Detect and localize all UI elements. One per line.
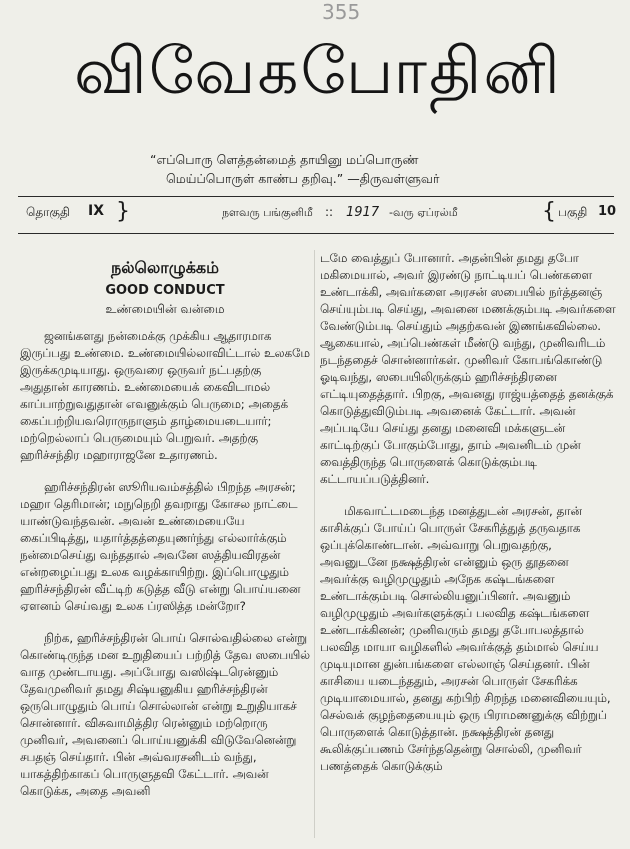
issue-date: -வரு ஏப்ரல்மீ: [389, 206, 458, 219]
paragraph: ஹரிச்சந்திரன் ஸூரியவம்சத்தில் பிறந்த அரசன்; மஹா தெரிமான்; மநுநெறி தவறாது கோசல நாட்டை யாண்டுவந்தவன். அவன் உண்மையையே கைப்பிடித்து, யதார்த்தத்தையுணர்ந்து எல்லார்க்கும் நன்மைசெய்து வந்ததால் அவனே ஸத்தியவிரதன் என்றழைப்பது உலக வழக்காயிற்று. இப்பொழுதும் ஹரிச்சந்திரன் வீட்டிற் கடுத்த வீடு என்று பொய்யனை ஏளனம் செய்வது உலக ப்ரஸித்த மன்றோ?: [20, 480, 301, 613]
issue-month: நளவரு பங்குனிமீ: [222, 206, 313, 219]
paragraph: மிகவாட்டமடைந்த மனத்துடன் அரசன், தான் காசிக்குப் போய்ப் பொருள் சேகரித்துத் தருவதாக ஒப்புக்கொண்டான். அவ்வாறு பெறுவதற்கு, அவனுடனே நக்ஷத்திரன் என்னும் ஒரு தூதனை அவர்க்கு வழிமுழுதும் அநேக கஷ்டங்களை உண்டாக்கும்படி சொல்லியனுப்பினர். அவனும் வழிமுழுதும் அவர்களுக்குப் பலவித கஷ்டங்களை உண்டாக்கினன்; முனிவரும் தமது தபோபலத்தால் பலவித மாயா வழிகளில் அவர்க்குத் தம்மால் செய்ய முடியுமான துன்பங்களை எல்லாஞ் செய்தனர். பின் காசியை யடைந்ததும், அரசன் பொருள் சேகரிக்க முடியாமையால், தனது கற்பிற் சிறந்த மனைவியையும், செல்வக் குழந்தையையும் ஒரு பிராமணனுக்கு விற்றுப் பொருளைக் கொடுத்தான். நக்ஷத்திரன் தனது கூலிக்குப்பணம் சேர்ந்ததென்று சொல்லி, முனிவர் பணத்தைக் கொடுக்கும்: [320, 504, 611, 773]
motto: [150, 150, 570, 188]
masthead-title: விவேகபோதினி: [74, 35, 562, 109]
paragraph: டமே வைத்துப் போனார். அதன்பின் தமது தபோ மகிமையால், அவர் இரண்டு நாட்டியப் பெண்களை உண்டாக்கி, அவர்களை அரசன் ஸபையில் நர்த்தனஞ் செய்யும்படி செய்து, அவனை மணக்கும்படி அவர்களை வேண்டும்படி செய்தும் அதற்கவன் இணங்கவில்லை. ஆகையால், அப்பெண்கள் மீண்டு வந்து, முனிவரிடம் நடந்ததைச் சொன்னார்கள். முனிவர் கோபங்கொண்டு ஓடிவந்து, ஸபையிலிருக்கும் ஹரிச்சந்திரனை எட்டியுதைத்தார். பிறகு, அவனது ராஜ்யத்தைத் தனக்குக் கொடுத்துவிடும்படி அவனைக் கேட்டார். அவன் அப்படியே செய்து தனது மனைவி மக்களுடன் காட்டிற்குப் போகும்போது, தாம் அவனிடம் முன் வைத்திருந்த பொருளைக் கொடுக்கும்படி கட்டாயப்படுத்தினர்.: [320, 251, 616, 486]
article-subtitle-english: GOOD CONDUCT: [105, 283, 225, 298]
column-divider: [314, 250, 315, 838]
paragraph: ஜனங்களது நன்மைக்கு முக்கிய ஆதாரமாக இருப்பது உண்மை. உண்மையில்லாவிட்டால் உலகமே இருக்கமுடியாது. ஒருவரை ஒருவர் நட்பதற்கு அதுதான் காரணம். உண்மையைக் கைவிடாமல் காப்பாற்றுவதுதான் எவனுக்கும் பெருமை; அதைக் கைப்பற்றியவரொருநாளும் தாழ்மையடையார்; மற்றெல்லாப் பெருமையும் பெறுவர். அதற்கு ஹரிச்சந்திர மஹாராஜனே உதாரணம்.: [20, 329, 310, 462]
article-title: நல்லொழுக்கம்: [110, 258, 220, 277]
left-brace-icon: {: [542, 199, 556, 224]
page-number: 355: [322, 0, 361, 24]
paragraph: நிற்க, ஹரிச்சந்திரன் பொய் சொல்வதில்லை என்று கொண்டிருந்த மன உறுதியைப் பற்றித் தேவ ஸபையில் வாத முண்டாயது. அப்போது வஸிஷ்டரென்னும் தேவமுனிவர் தமது சிஷ்யனுகிய ஹரிச்சந்திரன் ஒருபொழுதும் பொய் சொல்லான் என்று உறுதியாகச் சொன்னார். விசுவாமித்திர ரென்னும் மற்றொரு முனிவர், அவனைப் பொய்யனுக்கி விடுவேனென்று சபதஞ் செய்தார். பின் அவ்வரசனிடம் வந்து, யாகத்திற்காகப் பொருளுதவி கேட்டார். அவன் கொடுக்க, அதை அவனி: [20, 631, 310, 798]
motto-line-1: “எப்பொரு ளெத்தன்மைத் தாயினு மப்பொருண்: [150, 152, 419, 167]
part-label: பகுதி: [558, 205, 588, 219]
volume-number: IX: [88, 203, 105, 219]
issue-year: 1917: [346, 205, 380, 220]
volume-label: தொகுதி: [26, 205, 70, 219]
right-brace-icon: }: [116, 199, 130, 224]
issue-info-bar: [20, 199, 617, 225]
separator: ::: [325, 205, 334, 219]
right-column: [320, 250, 616, 775]
part-number: 10: [598, 204, 617, 219]
motto-line-2: மெய்ப்பொருள் காண்ப தறிவு.” —திருவள்ளுவர்: [166, 171, 440, 186]
bottom-rule: [18, 233, 614, 234]
left-column: [20, 255, 310, 800]
top-rule: [18, 196, 614, 197]
section-heading: உண்மையின் வன்மை: [105, 302, 225, 316]
